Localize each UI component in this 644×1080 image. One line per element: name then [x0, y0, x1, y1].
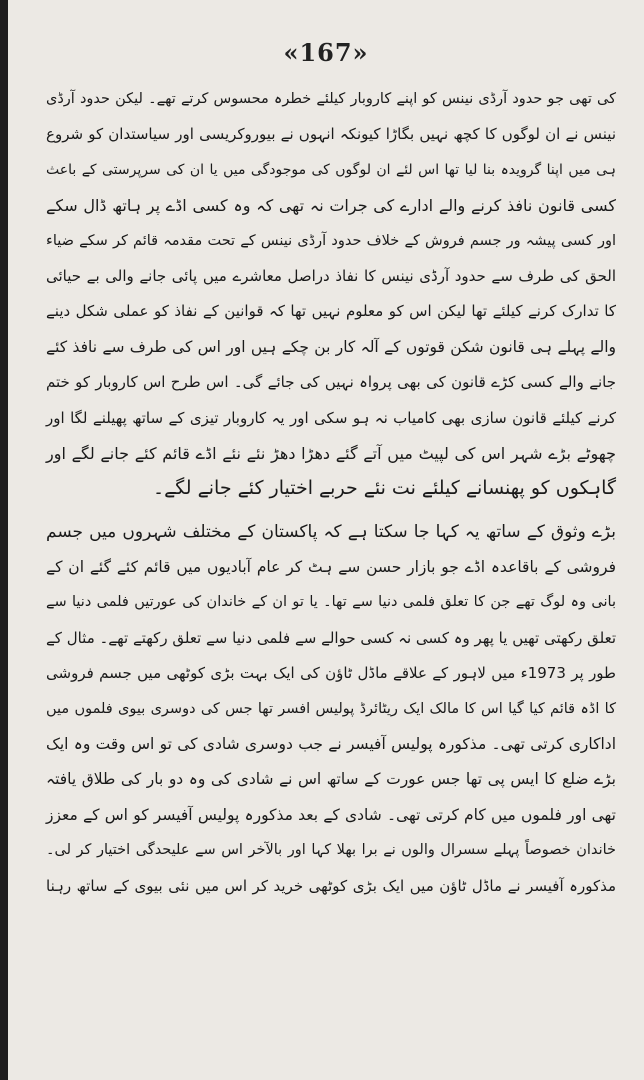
- text-line: الحق کی طرف سے حدود آرڈی نینس کا نفاذ دراصل معاشرے میں پائی جانے والی بے حیائی: [46, 266, 616, 285]
- text-line: کا اڈہ قائم کیا گیا اس کا مالک ایک ریٹائرڈ پولیس افسر تھا جس کی دوسری بیوی فلموں میں: [46, 700, 616, 717]
- body-text: [46, 82, 616, 904]
- text-line: نینس نے ان لوگوں کا کچھ نہیں بگاڑا کیونکہ انہوں نے بیوروکریسی اور سیاستدان کو شروع: [46, 125, 616, 144]
- text-line: کسی قانون نافذ کرنے والے ادارے کی جرات نہ تھی کہ وہ کسی اڈے پر ہاتھ ڈال سکے: [46, 196, 616, 216]
- text-line: والے پہلے ہی قانون شکن قوتوں کے آلہ کار بن چکے ہیں اور اس کی طرف سے نافذ کئے: [46, 337, 616, 356]
- text-line: چھوٹے بڑے شہر اس کی لپیٹ میں آتے گئے دھڑا دھڑ نئے نئے اڈے قائم کئے جانے لگے اور: [46, 443, 616, 463]
- book-page: [8, 0, 644, 1080]
- text-line: اداکاری کرتی تھی۔ مذکورہ پولیس آفیسر نے جب دوسری شادی کی تو اس وقت وہ ایک: [46, 735, 616, 754]
- text-line: جانے والے کسی کڑے قانون کی بھی پرواہ نہیں کی جائے گی۔ اس طرح اس کاروبار کو ختم: [46, 373, 616, 392]
- page-number: «167»: [283, 38, 369, 67]
- text-line: تھی اور فلموں میں کام کرتی تھی۔ شادی کے بعد مذکورہ پولیس آفیسر کو اس کے معزز: [46, 805, 616, 824]
- text-line: بڑے وثوق کے ساتھ یہ کہا جا سکتا ہے کہ پاکستان کے مختلف شہروں میں جسم: [46, 521, 616, 542]
- text-line: تعلق رکھتی تھیں یا پھر وہ کسی نہ کسی حوالے سے فلمی دنیا سے تعلق رکھتے تھے۔ مثال کے: [46, 628, 616, 647]
- text-line: کا تدارک کرنے کیلئے تھا لیکن اس کو معلوم نہیں تھا کہ قوانین کے نفاذ کو عملی شکل دینے: [46, 302, 616, 321]
- text-line: فروشی کے باقاعدہ اڈے جو بازار حسن سے ہٹ کر عام آبادیوں میں قائم کئے گئے ان کے: [46, 558, 616, 577]
- text-line: بڑے ضلع کا ایس پی تھا جس عورت کے ساتھ اس نے شادی کی وہ دو بار کی طلاق یافتہ: [46, 770, 616, 789]
- text-line: خاندان خصوصاً پہلے سسرال والوں نے برا بھلا کہا اور بالآخر اس سے علیحدگی اختیار کر لی۔: [46, 842, 616, 859]
- text-line: کرنے کیلئے قانون سازی بھی کامیاب نہ ہو سکی اور یہ کاروبار تیزی کے ساتھ پھیلنے لگا اور: [46, 408, 616, 427]
- text-line: کی تھی جو حدود آرڈی نینس کو اپنے کاروبار کیلئے خطرہ محسوس کرتے تھے۔ لیکن حدود آرڈی: [46, 91, 616, 107]
- text-line: گاہکوں کو پھنسانے کیلئے نت نئے حربے اختیار کئے جانے لگے۔: [153, 477, 616, 500]
- text-line: طور پر 1973ء میں لاہور کے علاقے ماڈل ٹاؤن کی ایک بہت بڑی کوٹھی میں جسم فروشی: [46, 664, 616, 683]
- text-line: ہی میں اپنا گرویدہ بنا لیا تھا اس لئے ان لوگوں کی موجودگی میں یا ان کی سرپرستی کے باعث: [46, 161, 616, 178]
- text-line: بانی وہ لوگ تھے جن کا تعلق فلمی دنیا سے تھا۔ یا تو ان کے خاندان کی عورتیں فلمی دنیا سے: [46, 594, 616, 611]
- paragraph-2: [46, 515, 616, 904]
- text-line: اور کسی پیشہ ور جسم فروش کے خلاف حدود آرڈی نینس کے تحت مقدمہ قائم کر سکے ضیاء: [46, 232, 616, 249]
- paragraph-1: [46, 82, 616, 507]
- text-line: مذکورہ آفیسر نے ماڈل ٹاؤن میں ایک بڑی کوٹھی خرید کر اس میں نئی بیوی کے ساتھ رہنا: [46, 876, 616, 895]
